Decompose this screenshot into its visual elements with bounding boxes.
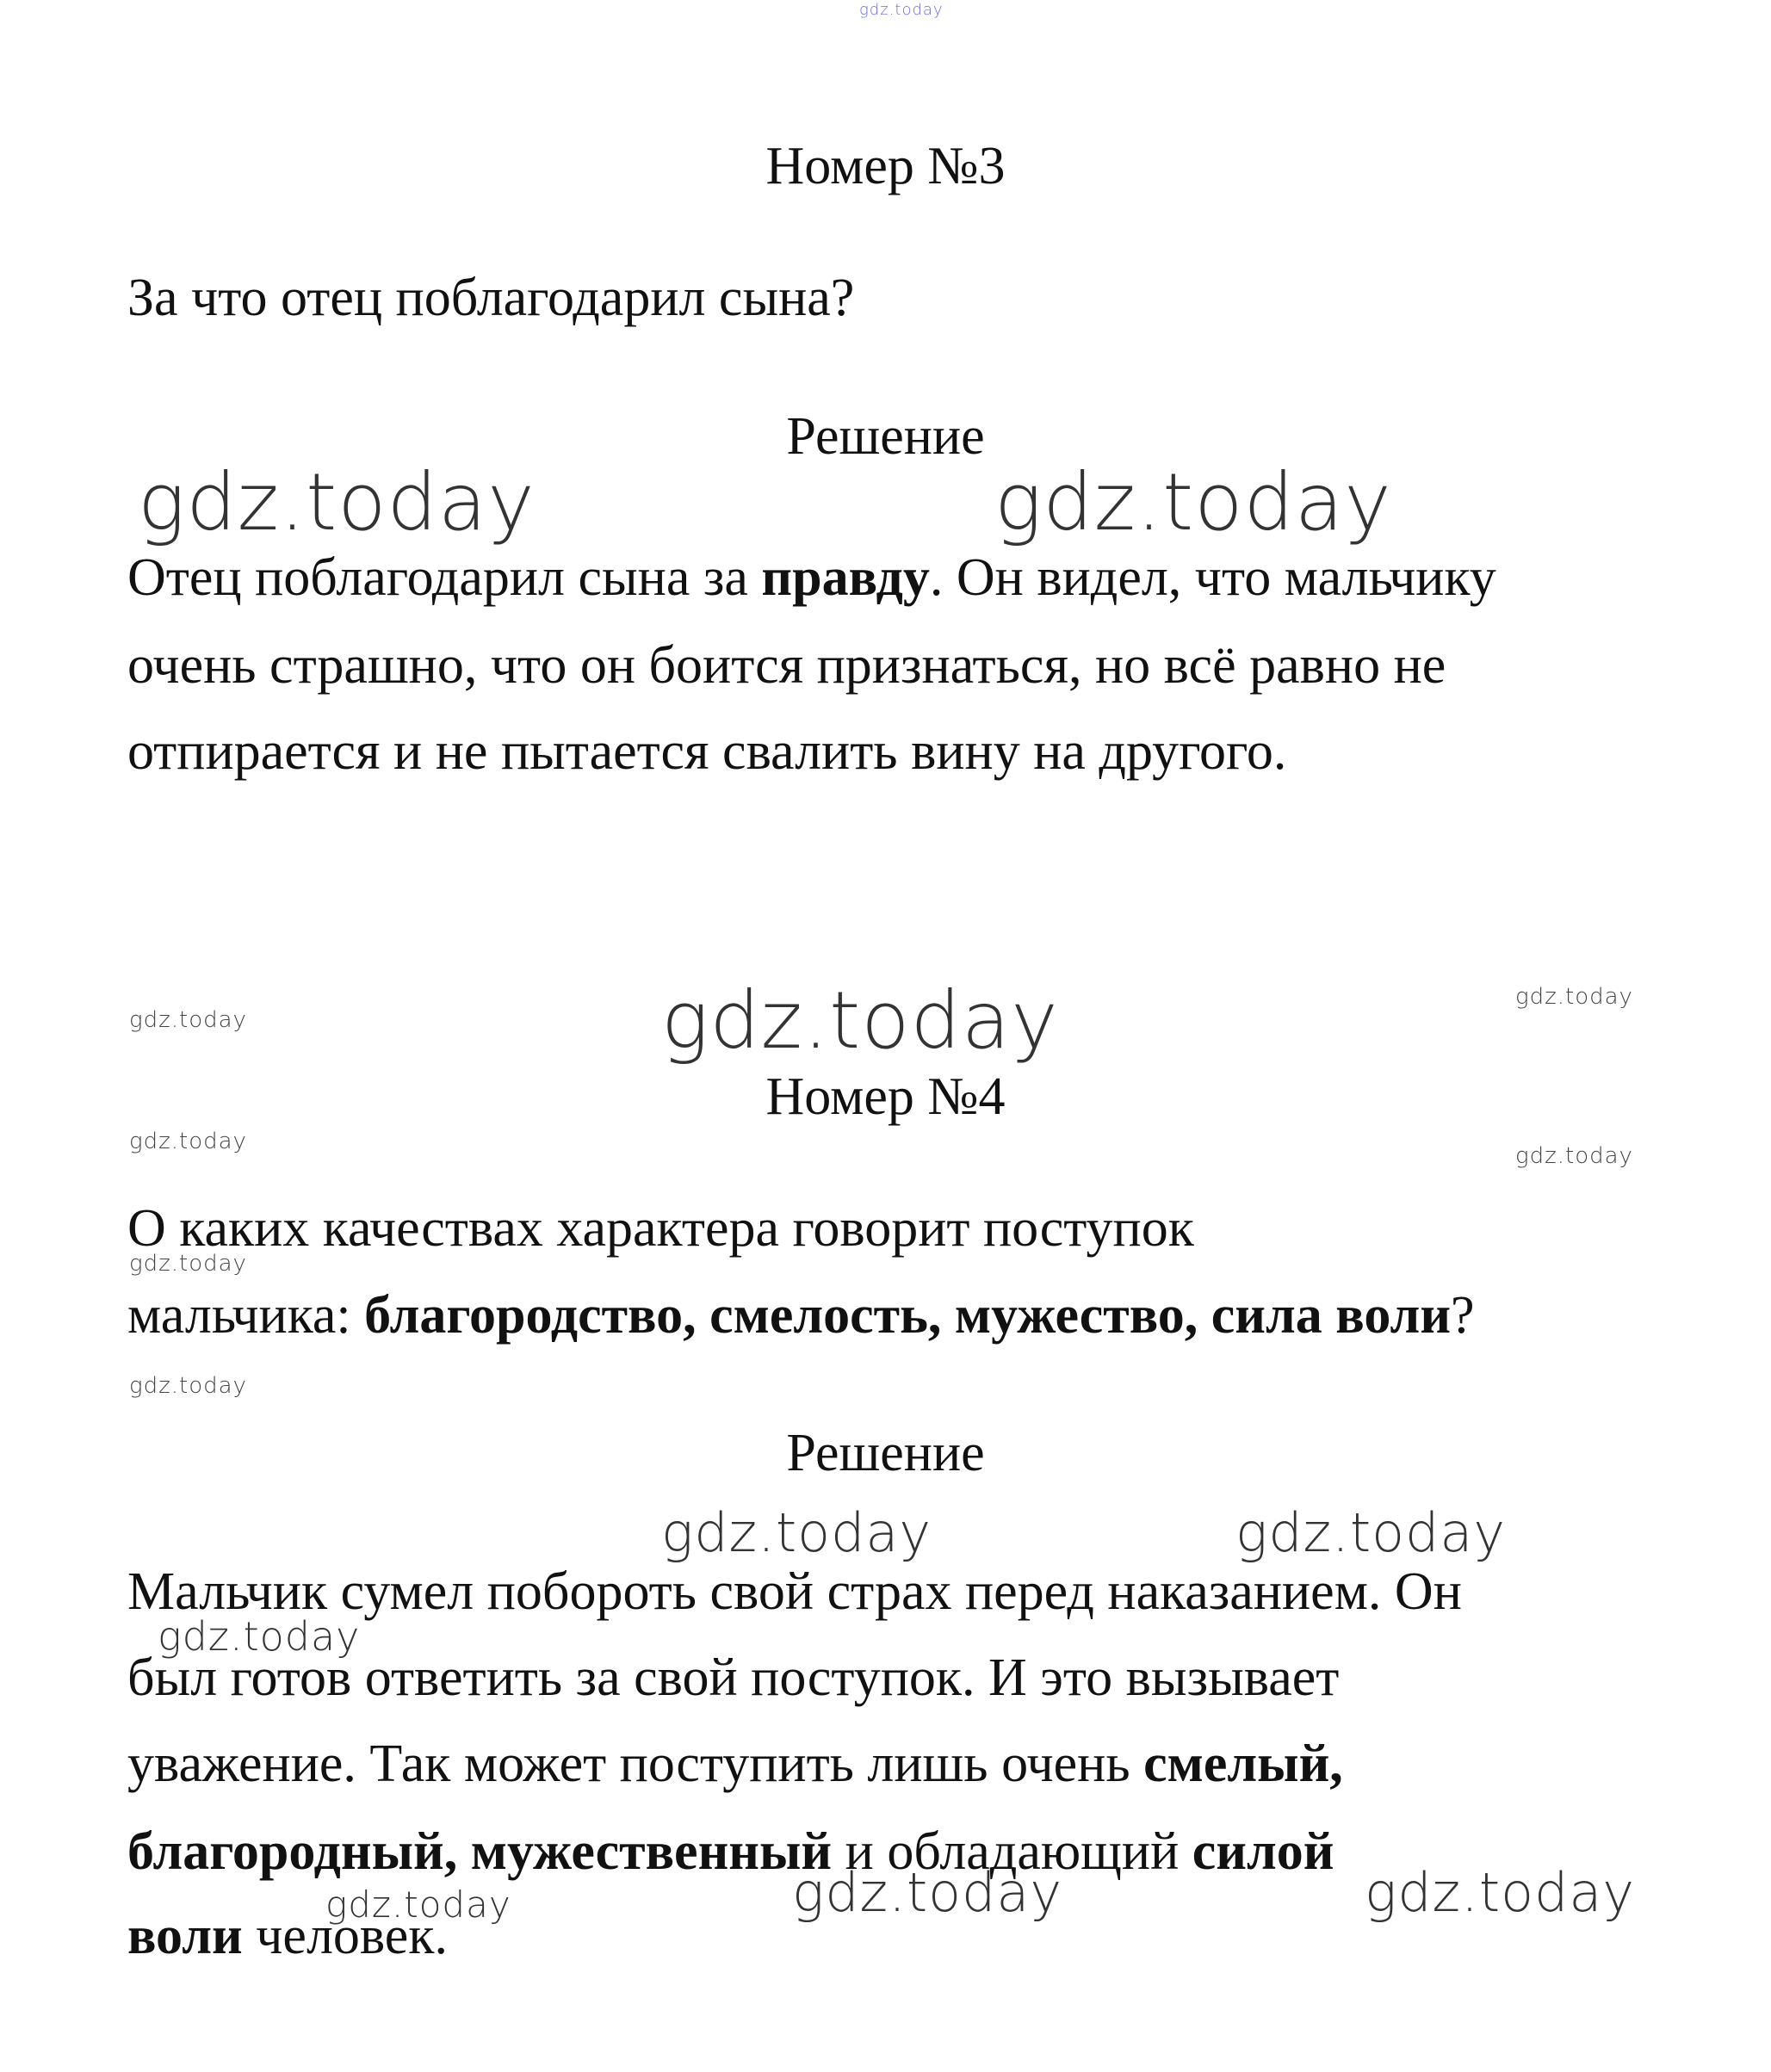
answer-text: уважение. Так может поступить лишь очень [127,1735,1144,1793]
watermark: gdz.today [1235,1501,1507,1564]
watermark: gdz.today [325,1883,511,1926]
watermark: gdz.today [792,1861,1063,1924]
section-4-answer-line [127,1909,448,1963]
section-4-answer-line: был готов ответить за свой поступок. И это вызывает [127,1648,1340,1707]
watermark: gdz.today [158,1613,361,1660]
answer-bold-text: воли [127,1907,243,1965]
section-3-question: За что отец поблагодарил сына? [127,269,855,327]
watermark: gdz.today [129,1251,247,1277]
section-4-answer-line: Мальчик сумел побороть свой страх перед наказанием. Он [127,1562,1462,1621]
watermark: gdz.today [129,1007,247,1033]
section-4-answer-line [127,1822,1334,1881]
section-4-question-line: О каких качествах характера говорит поступок [127,1199,1194,1258]
answer-text: и обладающий [832,1822,1192,1881]
section-3-solution-label: Решение [786,407,985,466]
watermark: gdz.today [138,456,536,548]
question-text: ? [1451,1286,1475,1345]
watermark: gdz.today [661,1501,932,1564]
answer-text: . Он видел, что мальчику [929,548,1496,607]
section-3-title: Номер №3 [765,137,1006,195]
watermark: gdz.today [129,1373,247,1399]
answer-text: отпирается и не пытается свалить вину на другого. [127,722,1287,781]
answer-bold-text: благородный, мужественный [127,1822,833,1881]
answer-text: Отец поблагодарил сына за [127,548,762,607]
watermark: gdz.today [994,456,1392,548]
answer-bold-text: силой [1192,1822,1334,1881]
watermark: gdz.today [1515,984,1633,1010]
answer-text: очень страшно, что он боится признаться, но всё равно не [127,636,1446,695]
section-3-answer-line [127,636,1446,695]
section-4-question-line [127,1286,1475,1345]
answer-bold-text: правду [761,548,930,607]
question-text: мальчика: [127,1286,365,1345]
section-3-answer-line [127,548,1496,607]
section-4-answer-line [127,1737,1343,1791]
answer-bold-text: смелый, [1143,1735,1343,1793]
section-3-answer-line [127,722,1287,781]
watermark: gdz.today [129,1129,247,1154]
watermark: gdz.today [1515,1143,1633,1169]
question-bold-text: благородство, смелость, мужество, сила воли [364,1286,1452,1345]
watermark: gdz.today [661,974,1059,1067]
section-4-solution-label: Решение [786,1424,985,1482]
answer-text: человек. [242,1907,448,1965]
watermark: gdz.today [1365,1861,1636,1924]
watermark: gdz.today [859,1,944,19]
section-4-title: Номер №4 [765,1067,1006,1126]
